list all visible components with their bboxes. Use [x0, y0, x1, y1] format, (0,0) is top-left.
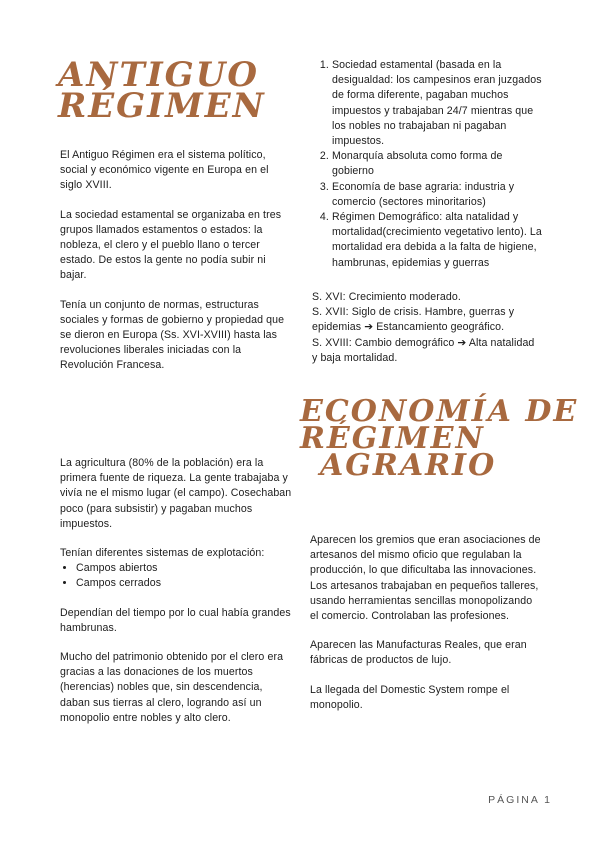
feature-item: 4. Régimen Demográfico: alta natalidad y mortalidad(crecimiento vegetativo lento). La mortalidad era debida a la falta de higiene, hambrunas, epidemias y guerras	[332, 210, 542, 271]
industry-paragraph: Aparecen los gremios que eran asociaciones de artesanos del mismo oficio que regulaban la producción, lo que dificultaba las innovaciones. Los artesanos trabajaban en pequeños talleres, usando herramientas sencillas monopolizando el comercio. Controlaban las profesiones.	[310, 534, 541, 623]
agri-bullet: • Campos cerrados	[76, 576, 292, 591]
title-antiguo-regimen	[58, 55, 266, 126]
industry-paragraph: Aparecen las Manufacturas Reales, que eran fábricas de productos de lujo.	[310, 639, 527, 667]
page-number: PÁGINA 1	[488, 794, 552, 806]
agri-paragraph: Dependían del tiempo por lo cual había grandes hambrunas.	[60, 606, 291, 634]
agriculture-section	[60, 456, 292, 740]
feature-item: 3. Economía de base agraria: industria y comercio (sectores minoritarios)	[332, 180, 542, 210]
agri-paragraph: Mucho del patrimonio obtenido por el clero era gracias a las donaciones de los muertos (herencias) nobles que, sin descendencia, daban sus tierras al clero, logrando así un monopolio entre nobles y alto clero.	[60, 651, 284, 724]
century-line: S. XVII: Siglo de crisis. Hambre, guerras y epidemias ➔ Estancamiento geográfico.	[312, 306, 515, 334]
intro-paragraph: La sociedad estamental se organizaba en tres grupos llamados estamentos o estados: la nobleza, el clero y el pueblo llano o tercer estado. De estos la gente no podía subir ni bajar.	[60, 208, 282, 282]
title-line-1: ANTIGUO	[58, 55, 259, 95]
feature-item: 2. Monarquía absoluta como forma de gobierno	[332, 149, 542, 179]
century-line: S. XVIII: Cambio demográfico ➔ Alta natalidad y baja mortalidad.	[312, 336, 535, 364]
agri-bullet: • Campos abiertos	[76, 561, 292, 576]
intro-paragraph: El Antiguo Régimen era el sistema político, social y económico vigente en Europa en el siglo XVIII.	[60, 149, 269, 192]
title2-line-3: AGRARIO	[320, 448, 497, 483]
title2-line-2: RÉGIMEN	[300, 421, 485, 456]
title2-line-1: ECONOMÍA DE	[300, 394, 579, 429]
title-economia	[300, 394, 579, 483]
industry-paragraph: La llegada del Domestic System rompe el monopolio.	[310, 683, 510, 711]
agri-systems-intro: Tenían diferentes sistemas de explotación:	[60, 547, 265, 560]
intro-paragraph: Tenía un conjunto de normas, estructuras sociales y formas de gobierno y propiedad que se dieron en Europa (Ss. XVI-XVIII) hasta las revoluciones liberales iniciadas con la Revolución Francesa.	[60, 298, 285, 372]
intro-section	[60, 148, 292, 388]
title-line-2: RÉGIMEN	[58, 85, 266, 126]
features-list	[310, 58, 542, 271]
centuries-section	[312, 290, 542, 366]
agri-paragraph: La agricultura (80% de la población) era la primera fuente de riqueza. La gente trabajaba y vivía ne el mismo lugar (el campo). Cosechaban poco (para subsistir) y pagaban muchos impuestos.	[60, 457, 292, 530]
century-line: S. XVI: Crecimiento moderado.	[312, 291, 461, 303]
feature-item: 1. Sociedad estamental (basada en la desigualdad: los campesinos eran juzgados de forma diferente, pagaban muchos impuestos y trabajaban 24/7 mientras que los nobles no trabajaban ni pagaban impuestos.	[332, 58, 542, 149]
industry-section	[310, 533, 542, 727]
